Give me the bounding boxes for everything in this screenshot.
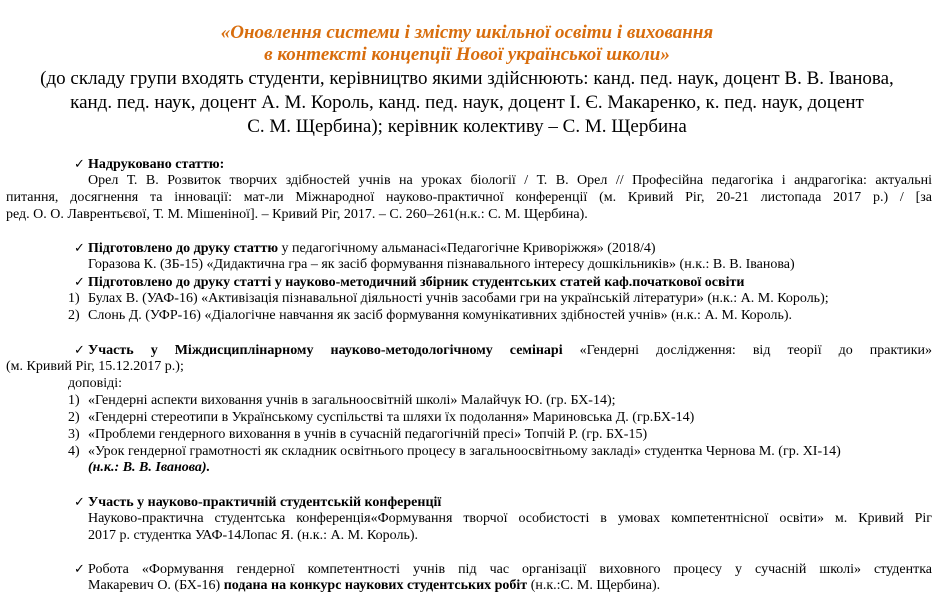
check-icon: ✓: [74, 156, 85, 171]
almanac-line-1: Горазова К. (ЗБ-15) «Дидактична гра – як засіб формування пізнавального інтересу дошкільників» (н.к.: В. В. Іванова): [88, 257, 795, 272]
check-icon: ✓: [74, 561, 85, 576]
conference-heading-text: Участь у науково-практичній студентській конференції: [88, 495, 442, 510]
title-line-2: в контексті концепції Нової української школи»: [264, 44, 670, 65]
subtitle-line-2: канд. пед. наук, доцент А. М. Король, канд. пед. наук, доцент І. Є. Макаренко, к. пед. наук, доцент: [70, 92, 864, 113]
list-item-number: 1): [68, 291, 80, 306]
section-contest-line-1: [74, 561, 932, 579]
printed-line-2: питання, досягнення та інновації: мат-ли Міжнародної науково-практичної конференції (м. Кривий Ріг, 20-21 листопада 2017 р.) / [за: [6, 190, 932, 205]
contest-line-2-start: Макаревич О. (БХ-16): [88, 578, 224, 593]
list-item-number: 3): [68, 427, 80, 442]
subtitle-line-1: (до складу групи входять студенти, керівництво якими здійснюють: канд. пед. наук, доцент В. В. Іванова,: [40, 68, 894, 89]
list-item-number: 4): [68, 444, 80, 459]
section-almanac-heading: [74, 240, 656, 258]
almanac-heading-bold: Підготовлено до друку статтю: [88, 241, 279, 256]
document-title: [0, 22, 934, 66]
seminar-heading-rest: «Гендерні дослідження: від теорії до практики»: [562, 343, 932, 358]
check-icon: ✓: [74, 494, 85, 509]
section-conference-heading: [74, 494, 441, 512]
check-icon: ✓: [74, 342, 85, 357]
list-item: [68, 308, 792, 325]
almanac-heading-rest: у педагогічному альманасі«Педагогічне Криворіжжя» (2018/4): [278, 241, 656, 256]
conference-line-1: Науково-практична студентська конференція«Формування творчої особистості в умовах компетентнісної освіти» м. Кривий Ріг: [88, 511, 932, 526]
contest-line-1-text: Робота «Формування гендерної компетентності учнів під час організації виховного процесу у сучасній школі» студентка: [88, 562, 932, 577]
list-item-text: «Гендерні стереотипи в Українському суспільстві та шляхи їх подолання» Мариновська Д. (гр.БХ-14): [88, 410, 695, 425]
list-item-number: 2): [68, 308, 80, 323]
section-seminar-heading: [74, 342, 932, 360]
title-line-1: «Оновлення системи і змісту шкільної освіти і виховання: [220, 22, 714, 43]
list-item: [68, 444, 841, 461]
printed-line-3: ред. О. О. Лаврентьєвої, Т. М. Мішеніної]. – Кривий Ріг, 2017. – С. 260–261(н.к.: С. М. Щербина).: [6, 207, 588, 222]
document-subtitle: [0, 67, 934, 139]
check-icon: ✓: [74, 240, 85, 255]
check-icon: ✓: [74, 274, 85, 289]
list-item: [68, 410, 694, 427]
list-item-text: Булах В. (УАФ-16) «Активізація пізнавальної діяльності учнів засобами гри на українській літератури» (н.к.: А. М. Король);: [88, 291, 829, 306]
subtitle-line-3: С. М. Щербина); керівник колективу – С. М. Щербина: [247, 116, 687, 137]
list-item: [68, 393, 616, 410]
list-item: [68, 427, 647, 444]
seminar-reports-label: доповіді:: [68, 376, 123, 391]
list-item-text: «Урок гендерної грамотності як складник освітнього процесу в загальноосвітньому закладі» студентка Чернова М. (гр. ХІ-14): [88, 444, 841, 459]
conference-line-2: 2017 р. студентка УАФ-14Лопас Я. (н.к.: А. М. Король).: [88, 528, 419, 543]
printed-line-1: Орел Т. В. Розвиток творчих здібностей учнів на уроках біології / Т. В. Орел // Професійна педагогіка і андрагогіка: актуальні: [88, 173, 932, 188]
list-item-text: «Гендерні аспекти виховання учнів в загальноосвітній школі» Малайчук Ю. (гр. БХ-14);: [88, 393, 616, 408]
list-item-text: «Проблеми гендерного виховання в учнів в сучасній педагогічній пресі» Топчій Р. (гр. БХ-15): [88, 427, 648, 442]
contest-line-2-bold: подана на конкурс наукових студентських робіт: [223, 578, 528, 593]
list-item: [68, 291, 829, 308]
list-item-number: 2): [68, 410, 80, 425]
seminar-supervisor: [88, 460, 210, 477]
seminar-line-2: (м. Кривий Ріг, 15.12.2017 р.);: [6, 359, 184, 374]
printed-heading-text: Надруковано статтю:: [88, 157, 225, 172]
contest-line-2: [88, 578, 660, 595]
section-collection-heading: [74, 274, 744, 292]
list-item-text: Слонь Д. (УФР-16) «Діалогічне навчання як засіб формування комунікативних здібностей учнів» (н.к.: А. М. Король).: [88, 308, 792, 323]
seminar-heading-bold: Участь у Міждисциплінарному науково-методологічному семінарі: [88, 343, 563, 358]
seminar-supervisor-text: (н.к.: В. В. Іванова).: [88, 460, 211, 475]
collection-heading-text: Підготовлено до друку статті у науково-методичний збірник студентських статей каф.початкової освіти: [88, 275, 745, 290]
section-printed-heading: [74, 156, 224, 174]
contest-line-2-end: (н.к.:С. М. Щербина).: [527, 578, 661, 593]
list-item-number: 1): [68, 393, 80, 408]
